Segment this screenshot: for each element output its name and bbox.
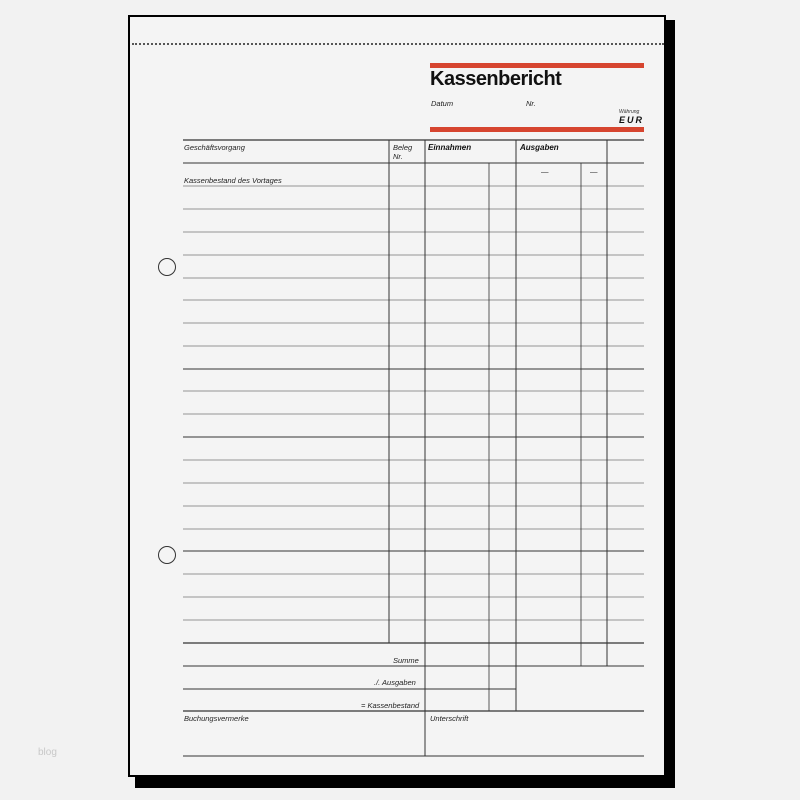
col-header-geschaeftsvorgang: Geschäftsvorgang (184, 143, 245, 152)
summe-label: Summe (393, 656, 419, 665)
waehrung-label: Währung (619, 109, 640, 115)
buchungsvermerke-label: Buchungsvermerke (184, 714, 249, 723)
datum-label: Datum (431, 99, 454, 108)
row-kassenbestand-vortag: Kassenbestand des Vortages (184, 176, 282, 185)
col-header-einnahmen: Einnahmen (428, 143, 472, 152)
minus-ausgaben-label: ./. Ausgaben (374, 678, 416, 687)
dash-ausgaben-cents: — (590, 167, 598, 176)
watermark: blog (38, 747, 57, 758)
dash-ausgaben-main: — (541, 167, 549, 176)
form-title: Kassenbericht (430, 68, 562, 90)
unterschrift-label: Unterschrift (430, 714, 469, 723)
kassenbestand-label: = Kassenbestand (361, 701, 420, 710)
col-header-ausgaben: Ausgaben (520, 143, 559, 152)
col-header-beleg: Beleg (393, 143, 413, 152)
col-header-beleg-nr: Nr. (393, 152, 403, 161)
currency-code: EUR (619, 115, 645, 125)
nr-label: Nr. (526, 99, 536, 108)
